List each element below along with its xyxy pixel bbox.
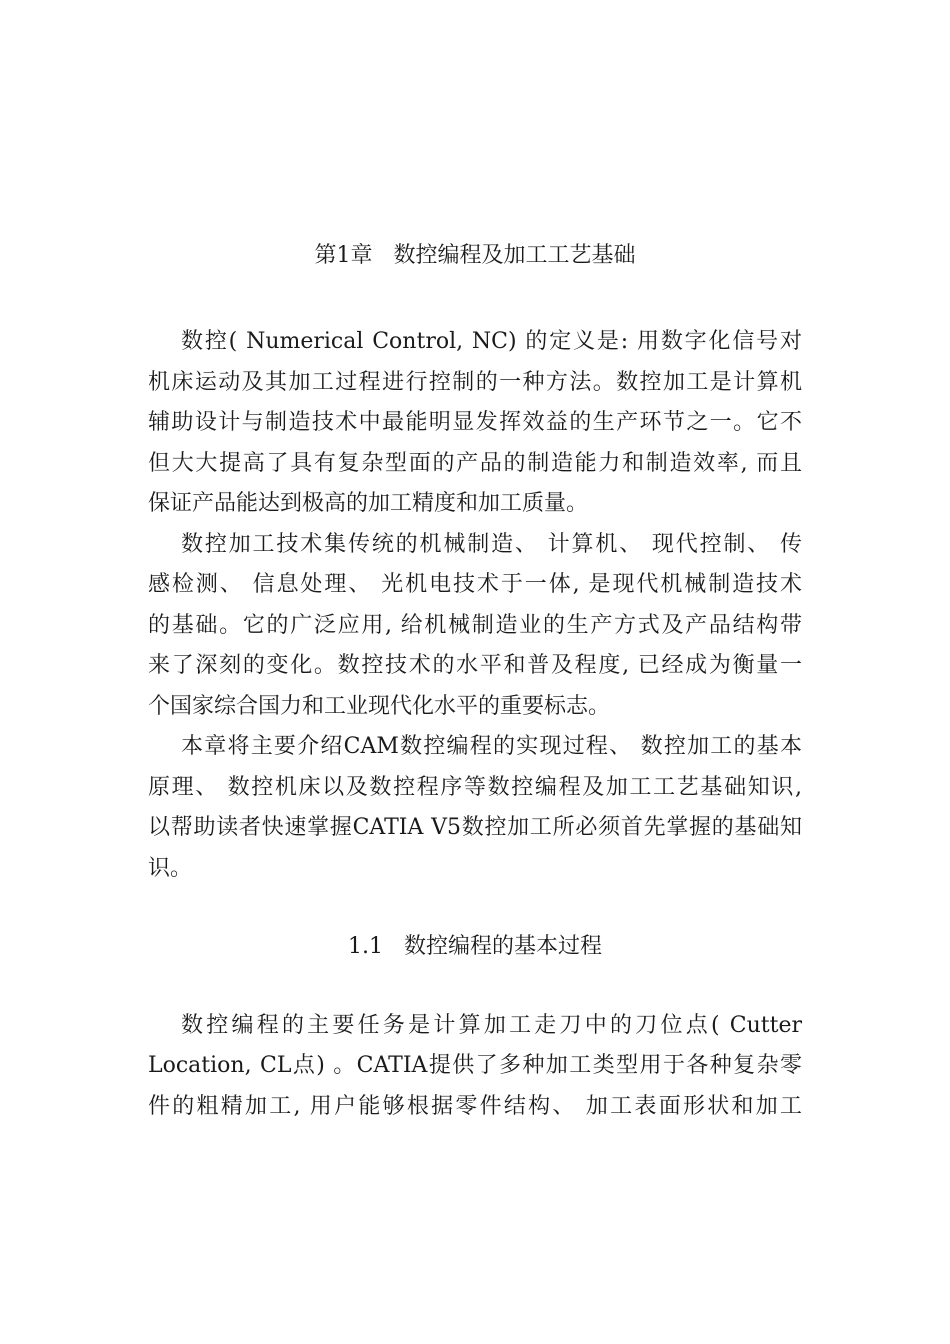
paragraph-3-line-3: 以帮助读者快速掌握CATIA V5数控加工所必须首先掌握的基础知 bbox=[148, 815, 802, 840]
paragraph-1-line-1: 数控( Numerical Control, NC) 的定义是: 用数字化信号对 bbox=[181, 329, 802, 354]
paragraph-1-line-3: 辅助设计与制造技术中最能明显发挥效益的生产环节之一。它不 bbox=[148, 410, 802, 435]
paragraph-2-line-5: 个国家综合国力和工业现代化水平的重要标志。 bbox=[148, 694, 611, 719]
section-title: 1.1 数控编程的基本过程 bbox=[348, 934, 602, 959]
paragraph-3-line-2: 原理、 数控机床以及数控程序等数控编程及加工工艺基础知识, bbox=[148, 775, 802, 800]
paragraph-1-line-4: 但大大提高了具有复杂型面的产品的制造能力和制造效率, 而且 bbox=[148, 451, 802, 476]
paragraph-2-line-4: 来了深刻的变化。数控技术的水平和普及程度, 已经成为衡量一 bbox=[148, 653, 802, 678]
paragraph-3-line-4: 识。 bbox=[148, 856, 193, 881]
paragraph-2-line-1: 数控加工技术集传统的机械制造、 计算机、 现代控制、 传 bbox=[181, 532, 802, 557]
paragraph-2-line-2: 感检测、 信息处理、 光机电技术于一体, 是现代机械制造技术 bbox=[148, 572, 802, 597]
section-paragraph-line-1: 数控编程的主要任务是计算加工走刀中的刀位点( Cutter bbox=[181, 1013, 802, 1038]
paragraph-1-line-2: 机床运动及其加工过程进行控制的一种方法。数控加工是计算机 bbox=[148, 370, 802, 395]
paragraph-3-line-1: 本章将主要介绍CAM数控编程的实现过程、 数控加工的基本 bbox=[181, 734, 802, 759]
section-paragraph-line-2: Location, CL点) 。CATIA提供了多种加工类型用于各种复杂零 bbox=[148, 1053, 802, 1078]
paragraph-2-line-3: 的基础。它的广泛应用, 给机械制造业的生产方式及产品结构带 bbox=[148, 613, 802, 638]
section-paragraph-line-3: 件的粗精加工, 用户能够根据零件结构、 加工表面形状和加工 bbox=[148, 1094, 802, 1119]
chapter-title: 第1章 数控编程及加工工艺基础 bbox=[314, 243, 636, 268]
paragraph-1-line-5: 保证产品能达到极高的加工精度和加工质量。 bbox=[148, 491, 589, 516]
